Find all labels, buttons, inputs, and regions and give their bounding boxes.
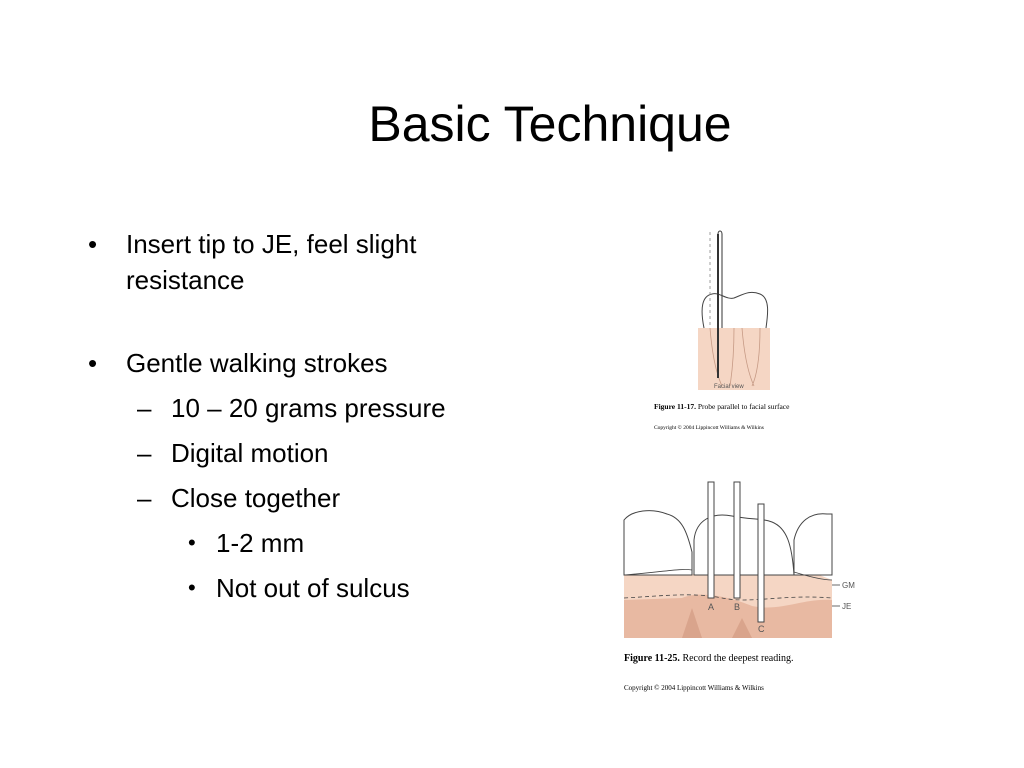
figure-copyright: Copyright © 2004 Lippincott Williams & Wilkins bbox=[624, 684, 764, 692]
dash-marker: – bbox=[137, 438, 152, 468]
tooth-crown bbox=[794, 514, 832, 575]
probe-c bbox=[758, 504, 764, 622]
label-b: B bbox=[734, 602, 741, 612]
bullet-marker: • bbox=[188, 530, 196, 555]
tooth-crown bbox=[702, 292, 768, 328]
bullet-marker: • bbox=[88, 229, 98, 259]
probe-positions-figure bbox=[622, 480, 862, 640]
facial-view-label: Facial view bbox=[714, 384, 744, 390]
label-je: JE bbox=[842, 602, 852, 611]
figure-caption-text: Record the deepest reading. bbox=[682, 653, 794, 664]
sub-sub-bullet-text: Not out of sulcus bbox=[216, 573, 410, 603]
bullet-text: Insert tip to JE, feel slight bbox=[126, 229, 417, 259]
label-c: C bbox=[758, 624, 765, 634]
bullet-continuation bbox=[126, 262, 245, 298]
sub-sub-bullet-item bbox=[188, 570, 410, 606]
slide-title: Basic Technique bbox=[368, 96, 732, 152]
sub-bullet-text: 10 – 20 grams pressure bbox=[171, 393, 446, 423]
probe-a bbox=[708, 482, 714, 598]
dash-marker: – bbox=[137, 393, 152, 423]
sub-sub-bullet-text: 1-2 mm bbox=[216, 528, 305, 558]
tooth-probe-illustration bbox=[690, 228, 780, 393]
bullet-text: resistance bbox=[126, 265, 245, 295]
sub-bullet-item bbox=[137, 435, 329, 471]
label-gm: GM bbox=[842, 581, 855, 590]
bullet-text: Gentle walking strokes bbox=[126, 348, 388, 378]
bullet-item bbox=[88, 345, 388, 381]
figure-copyright: Copyright © 2004 Lippincott Williams & Wilkins bbox=[654, 425, 764, 431]
bullet-item bbox=[88, 226, 417, 262]
label-a: A bbox=[708, 602, 715, 612]
bullet-marker: • bbox=[88, 348, 98, 378]
probe-facial-view-figure bbox=[690, 228, 780, 393]
sub-bullet-text: Close together bbox=[171, 483, 341, 513]
dash-marker: – bbox=[137, 483, 152, 513]
figure-caption-label: Figure 11-25. bbox=[624, 653, 680, 664]
figure-caption bbox=[624, 653, 794, 664]
sub-bullet-text: Digital motion bbox=[171, 438, 329, 468]
sub-sub-bullet-item bbox=[188, 525, 305, 561]
figure-caption-text: Probe parallel to facial surface bbox=[697, 402, 790, 411]
sub-bullet-item bbox=[137, 480, 341, 516]
figure-caption-label: Figure 11-17. bbox=[654, 402, 696, 411]
bullet-marker: • bbox=[188, 575, 196, 600]
probe-walking-illustration bbox=[622, 480, 862, 640]
figure-caption bbox=[654, 402, 789, 411]
sub-bullet-item bbox=[137, 390, 446, 426]
tooth-crown bbox=[624, 511, 692, 575]
probe-b bbox=[734, 482, 740, 598]
